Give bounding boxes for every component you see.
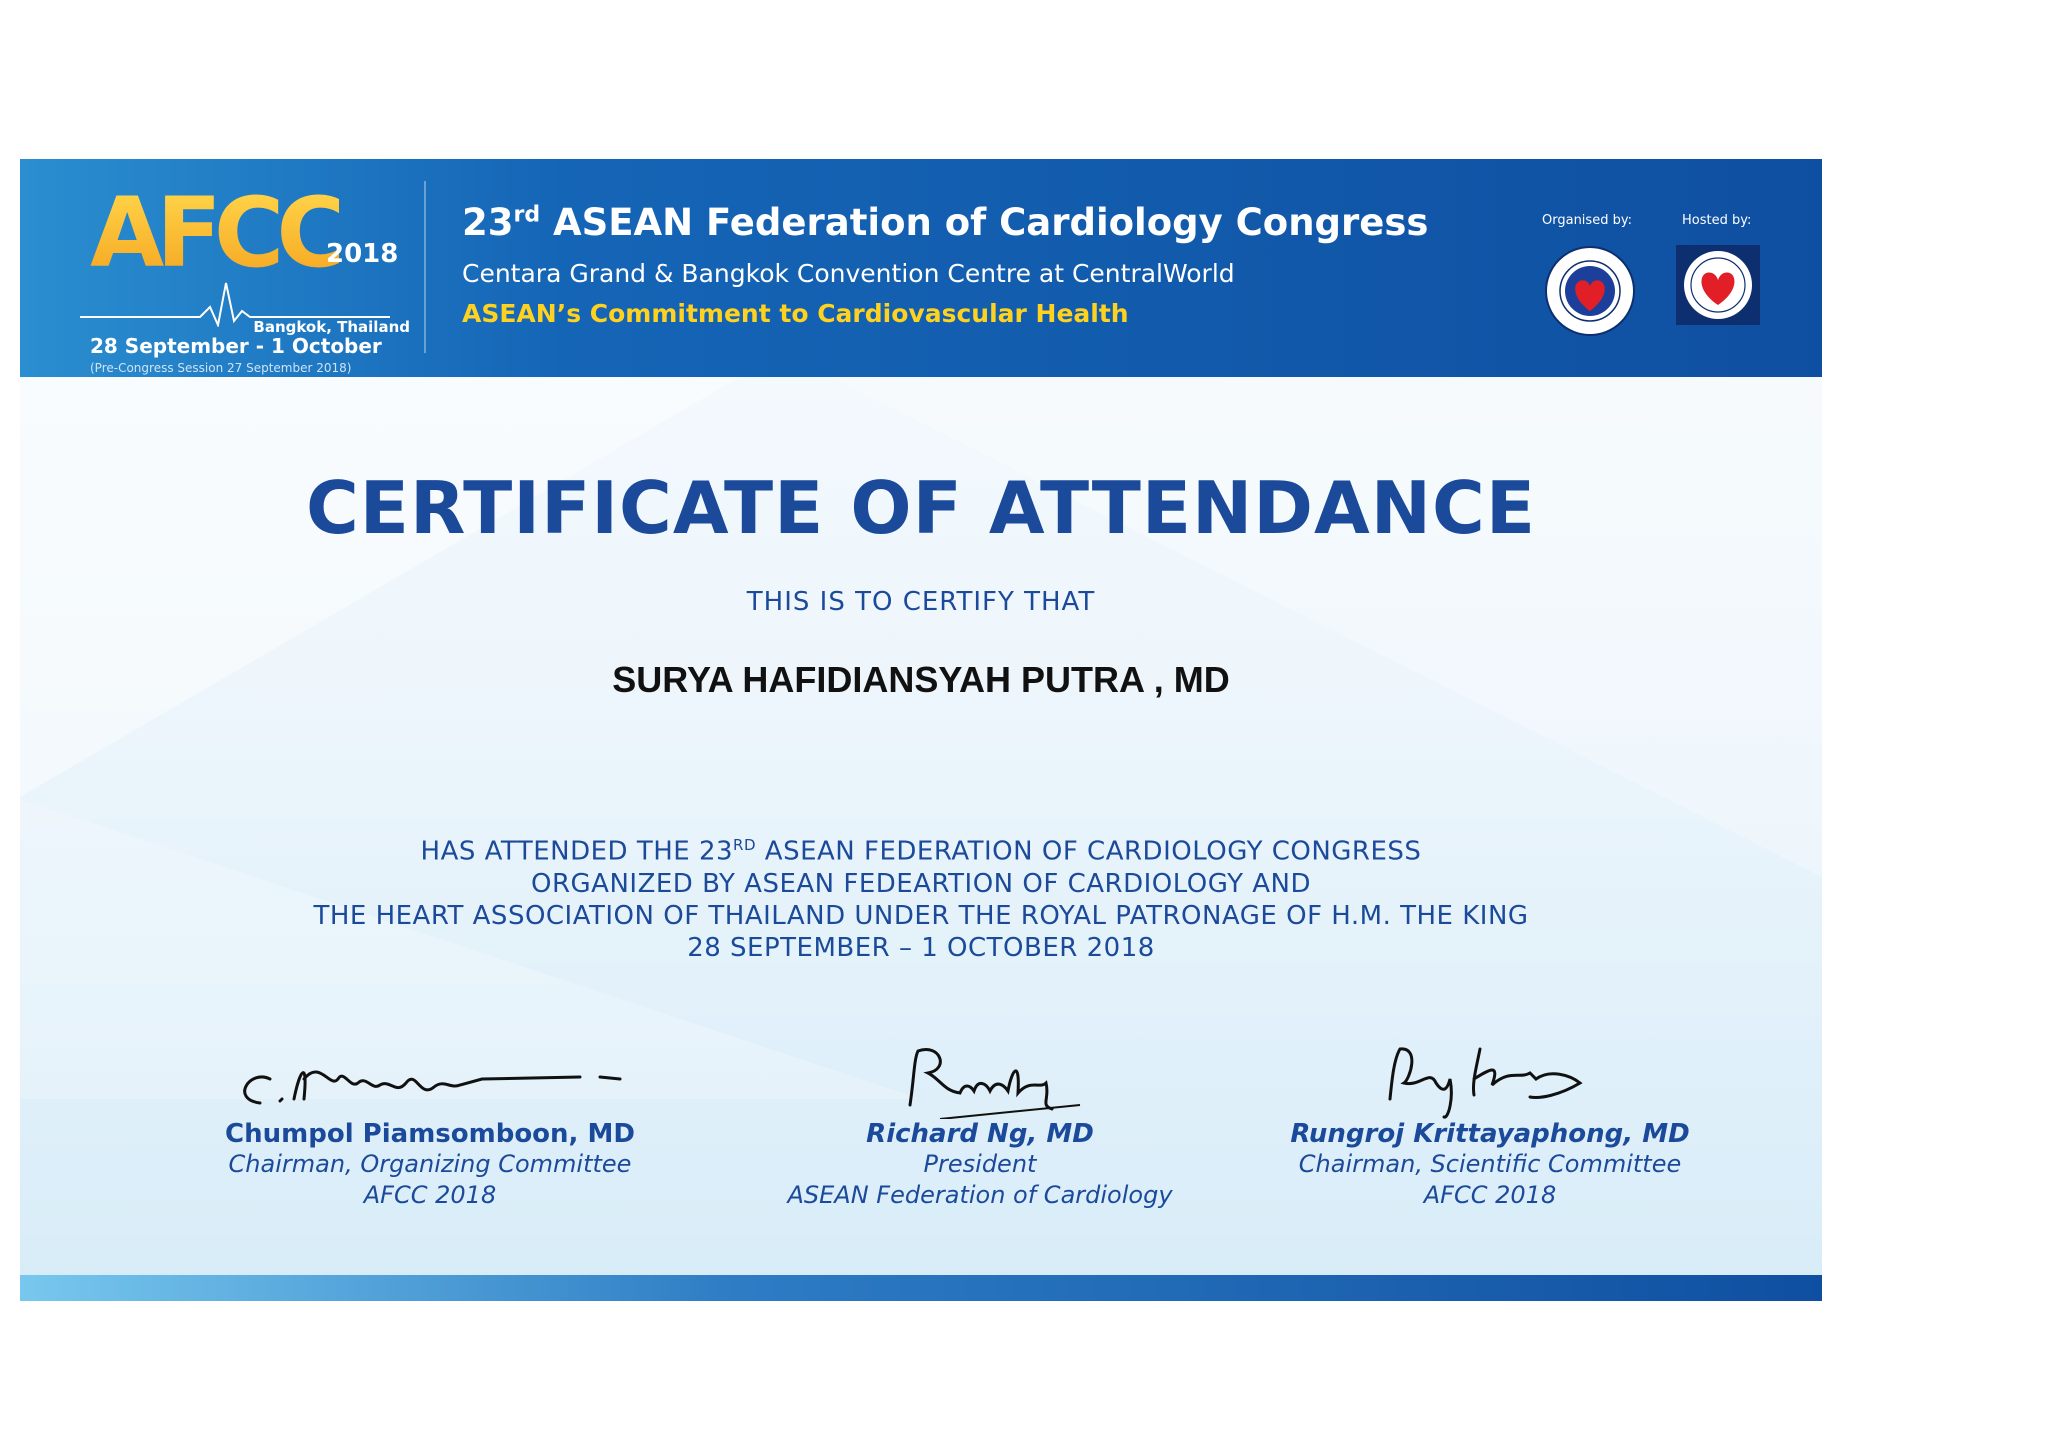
congress-title bbox=[462, 201, 1428, 244]
organised-by-label: Organised by: bbox=[1542, 213, 1632, 228]
logo-wordmark: AFCC bbox=[90, 177, 339, 289]
signatory-2-role: President bbox=[923, 1150, 1037, 1178]
signatory-2-name: Richard Ng, MD bbox=[866, 1119, 1094, 1149]
logo-city: Bangkok, Thailand bbox=[253, 318, 410, 336]
title-suffix: rd bbox=[513, 202, 541, 228]
statement-line-4: 28 SEPTEMBER – 1 OCTOBER 2018 bbox=[687, 932, 1155, 963]
hosted-by-label: Hosted by: bbox=[1682, 213, 1752, 228]
signatory-1-role: Chairman, Organizing Committee bbox=[228, 1150, 632, 1178]
attendance-statement bbox=[20, 829, 1822, 964]
afcc-logo bbox=[80, 177, 410, 375]
statement-line-3: THE HEART ASSOCIATION OF THAILAND UNDER THE ROYAL PATRONAGE OF H.M. THE KING bbox=[313, 900, 1529, 931]
statement-line-1-sup: RD bbox=[733, 836, 757, 854]
footer-bar bbox=[20, 1275, 1822, 1301]
logo-dates: 28 September - 1 October bbox=[90, 334, 382, 358]
signature-3-icon bbox=[1360, 1039, 1620, 1119]
signatory-3 bbox=[1240, 1039, 1740, 1211]
signatory-3-role: Chairman, Scientific Committee bbox=[1298, 1150, 1682, 1178]
signature-1-icon bbox=[220, 1039, 640, 1119]
signatory-1-event: AFCC 2018 bbox=[363, 1181, 497, 1209]
heart-association-logo-icon bbox=[1676, 245, 1760, 325]
signatory-1 bbox=[170, 1039, 690, 1211]
signatory-3-event: AFCC 2018 bbox=[1423, 1181, 1557, 1209]
signatory-2-org: ASEAN Federation of Cardiology bbox=[787, 1181, 1173, 1209]
title-number: 23 bbox=[462, 201, 514, 244]
asean-cardiology-seal-icon bbox=[1544, 245, 1636, 337]
statement-line-1 bbox=[20, 829, 1822, 868]
signatory-1-name: Chumpol Piamsomboon, MD bbox=[225, 1119, 635, 1149]
statement-line-2: ORGANIZED BY ASEAN FEDEARTION OF CARDIOLOGY AND bbox=[530, 868, 1312, 899]
logo-year: 2018 bbox=[326, 239, 399, 269]
background-facet bbox=[720, 377, 1822, 877]
statement-line-1-post: ASEAN FEDERATION OF CARDIOLOGY CONGRESS bbox=[756, 836, 1422, 867]
congress-tagline: ASEAN’s Commitment to Cardiovascular Health bbox=[462, 299, 1129, 328]
signature-2-icon bbox=[870, 1039, 1090, 1119]
signatory-2 bbox=[720, 1039, 1240, 1211]
banner-divider bbox=[424, 181, 426, 353]
certificate-title: CERTIFICATE OF ATTENDANCE bbox=[305, 466, 1537, 550]
title-rest: ASEAN Federation of Cardiology Congress bbox=[540, 201, 1429, 244]
logo-pre-congress: (Pre-Congress Session 27 September 2018) bbox=[90, 361, 352, 375]
signatory-3-name: Rungroj Krittayaphong, MD bbox=[1290, 1119, 1690, 1149]
header-banner bbox=[20, 159, 1822, 377]
recipient-name: SURYA HAFIDIANSYAH PUTRA , MD bbox=[612, 659, 1230, 700]
congress-venue: Centara Grand & Bangkok Convention Centre at CentralWorld bbox=[462, 259, 1235, 288]
statement-line-1-pre: HAS ATTENDED THE 23 bbox=[420, 836, 734, 867]
certify-line: THIS IS TO CERTIFY THAT bbox=[746, 587, 1096, 617]
certificate bbox=[20, 159, 1822, 1301]
